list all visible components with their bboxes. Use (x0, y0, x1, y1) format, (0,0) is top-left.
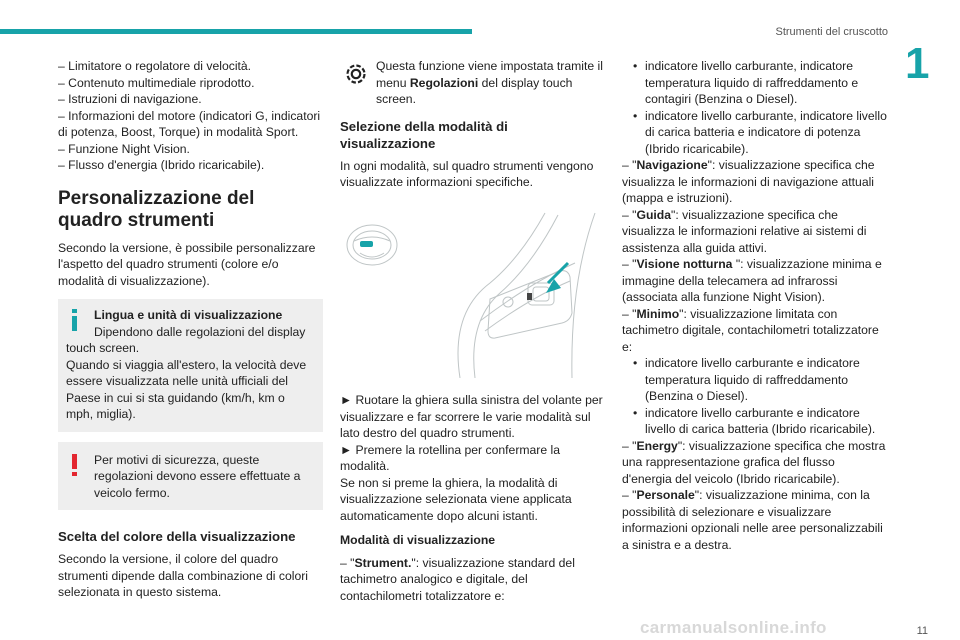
page-header-title: Strumenti del cruscotto (775, 26, 888, 38)
feature-list (58, 58, 323, 174)
display-modes-heading: Modalità di visualizzazione (340, 533, 496, 547)
mode-minimo: – "Minimo": visualizzazione limitata con tachimetro digitale, contachilometri totalizzatore e: (622, 306, 879, 354)
info-line2: Quando si viaggia all'estero, la velocità deve essere visualizzata nelle unità ufficiali del Paese in cui si sta guidando (km/h, km o mph, miglia). (66, 357, 307, 421)
mode-selection-heading: Selezione della modalità di visualizzazione (340, 118, 508, 151)
color-paragraph: Secondo la versione, il colore del quadro strumenti dipende dalla combinazione di colori selezionata in questo sistema. (58, 552, 308, 599)
bullet-item: • indicatore livello carburante, indicatore temperatura liquido di raffreddamento e contagiri (Benzina o Diesel). (622, 58, 887, 108)
chapter-number: 1 (905, 39, 930, 88)
settings-menu-name: Regolazioni (409, 75, 479, 90)
warning-icon (72, 454, 77, 476)
mode-guida: – "Guida": visualizzazione specifica che visualizza le informazioni relative ai sistemi di assistenza alla guida attivi. (622, 207, 867, 255)
list-item: – Flusso d'energia (Ibrido ricaricabile). (58, 158, 265, 172)
section-intro: Secondo la versione, è possibile personalizzare l'aspetto del quadro strumenti (colore e/o modalità di visualizzazione). (58, 240, 316, 288)
info-line1: Dipendono dalle regolazioni del display touch screen. (66, 324, 306, 355)
bullet-item: • indicatore livello carburante e indicatore livello di carica batteria (Ibrido ricaricabile). (622, 405, 887, 438)
mode-visione-notturna: – "Visione notturna ": visualizzazione minima e immagine della telecamera ad infrarossi (associata alla funzione Night Vision). (622, 257, 882, 304)
step-rotate: ► Ruotare la ghiera sulla sinistra del volante per visualizzare e far scorrere le varie modalità sul lato destro del quadro strumenti. (340, 393, 603, 440)
bullet-item: • indicatore livello carburante e indicatore temperatura liquido di raffreddamento (Benzina o Diesel). (622, 355, 887, 405)
auto-apply-note: Se non si preme la ghiera, la modalità di visualizzazione selezionata viene applicata automaticamente dopo alcuni istanti. (340, 475, 572, 523)
list-item: – Funzione Night Vision. (58, 141, 190, 156)
warning-text: Per motivi di sicurezza, queste regolazioni devono essere effettuate a veicolo fermo. (94, 452, 301, 500)
section-heading: Personalizzazione del quadro strumenti (58, 187, 255, 231)
watermark: carmanualsonline.info (640, 617, 827, 637)
info-icon (72, 309, 77, 331)
mode-navigazione: – "Navigazione": visualizzazione specifica che visualizza le informazioni di navigazione attuali (mappa e istruzioni). (622, 158, 875, 205)
column-1 (58, 58, 323, 601)
settings-note-text: Questa funzione viene impostata tramite il menu (376, 59, 603, 90)
settings-note-end: del display touch screen. (376, 75, 573, 106)
mode-energy: – "Energy": visualizzazione specifica che mostra una rappresentazione grafica del flusso d'energia del veicolo (Ibrido ricaricabile). (622, 438, 886, 486)
column-3 (622, 58, 887, 553)
info-box (58, 299, 323, 432)
column-2 (340, 58, 605, 604)
list-item: – Istruzioni di navigazione. (58, 92, 202, 106)
list-item: – Informazioni del motore (indicatori G, indicatori di potenza, Boost, Torque) in modalità Sport. (58, 108, 321, 139)
page-number: 11 (916, 624, 928, 637)
settings-note (340, 58, 605, 108)
gear-icon (340, 58, 372, 90)
steering-wheel-illustration (340, 203, 605, 378)
mode-personale: – "Personale": visualizzazione minima, con la possibilità di selezionare e visualizzare informazioni opzionali nelle aree personalizzabili a sinistra e a destra. (622, 488, 883, 552)
warning-box (58, 442, 323, 511)
header-accent-bar (0, 29, 472, 34)
bullet-item: • indicatore livello carburante, indicatore livello di carica batteria e indicatore di potenza (Ibrido ricaricabile). (622, 108, 887, 158)
step-press: ► Premere la rotellina per confermare la modalità. (340, 442, 561, 473)
info-title: Lingua e unità di visualizzazione (94, 308, 283, 322)
subsection-heading: Scelta del colore della visualizzazione (58, 529, 296, 544)
list-item: – Contenuto multimediale riprodotto. (58, 75, 255, 90)
mode-selection-intro: In ogni modalità, sul quadro strumenti vengono visualizzate informazioni specifiche. (340, 158, 594, 189)
list-item: – Limitatore o regolatore di velocità. (58, 59, 252, 73)
mode-strument: – "Strument.": visualizzazione standard del tachimetro analogico e digitale, del contachilometri totalizzatore e: (340, 555, 575, 603)
